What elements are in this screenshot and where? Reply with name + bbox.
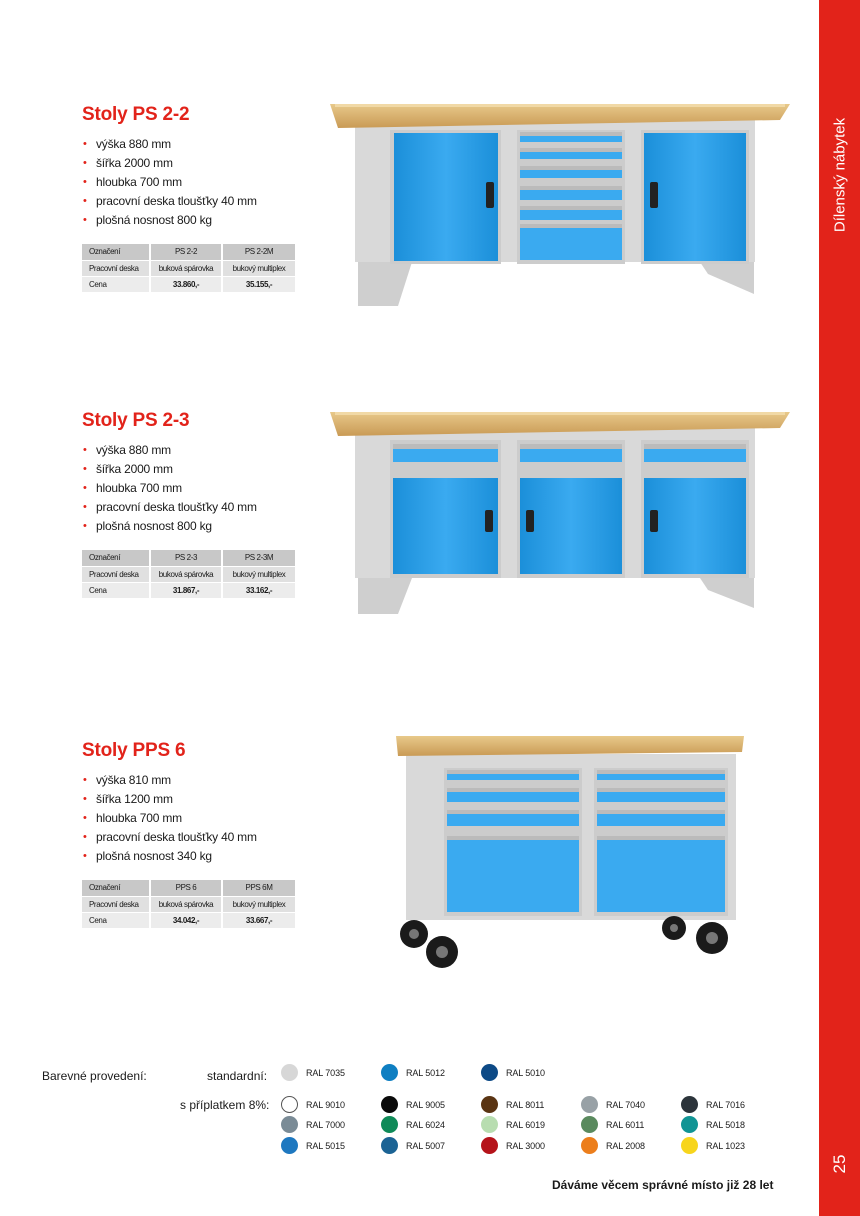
color-dot bbox=[381, 1116, 398, 1133]
price-table bbox=[82, 244, 295, 293]
color-dot bbox=[281, 1116, 298, 1133]
color-swatch bbox=[381, 1096, 445, 1113]
table-row bbox=[82, 260, 295, 276]
table-cell: 33.860,- bbox=[150, 276, 222, 292]
table-cell: bukový multiplex bbox=[222, 896, 295, 912]
table-cell: PPS 6M bbox=[222, 880, 295, 896]
workbench-pps-6-image bbox=[392, 730, 752, 975]
spec-item: • šířka 1200 mm bbox=[82, 790, 312, 809]
color-swatch bbox=[681, 1137, 745, 1154]
spec-item: • plošná nosnost 340 kg bbox=[82, 847, 312, 866]
section-title-text: Dílenský nábytek bbox=[831, 117, 848, 233]
product-title: Stoly PS 2-3 bbox=[82, 410, 190, 431]
color-dot bbox=[281, 1137, 298, 1154]
color-dot bbox=[281, 1064, 298, 1081]
price-table bbox=[82, 550, 295, 599]
table-cell: 31.867,- bbox=[150, 582, 222, 598]
table-cell: Označení bbox=[82, 550, 150, 566]
table-header-row bbox=[82, 550, 295, 566]
product-pps-6 bbox=[82, 740, 312, 866]
color-name: RAL 5012 bbox=[406, 1067, 445, 1078]
color-swatch bbox=[381, 1116, 445, 1133]
color-dot bbox=[381, 1096, 398, 1113]
product-ps-2-3 bbox=[82, 410, 312, 536]
color-dot bbox=[481, 1096, 498, 1113]
table-cell: buková spárovka bbox=[150, 566, 222, 582]
spec-item: • hloubka 700 mm bbox=[82, 809, 312, 828]
spec-item: • pracovní deska tloušťky 40 mm bbox=[82, 828, 312, 847]
color-swatch bbox=[681, 1096, 745, 1113]
color-name: RAL 7016 bbox=[706, 1099, 745, 1110]
color-dot bbox=[281, 1096, 298, 1113]
standard-colors-label: standardní: bbox=[207, 1069, 268, 1083]
color-swatch bbox=[481, 1137, 545, 1154]
color-swatch bbox=[581, 1096, 645, 1113]
table-cell: buková spárovka bbox=[150, 896, 222, 912]
color-swatch bbox=[481, 1096, 544, 1113]
color-dot bbox=[581, 1137, 598, 1154]
table-header-row bbox=[82, 244, 295, 260]
color-swatch bbox=[381, 1137, 445, 1154]
spec-item: • plošná nosnost 800 kg bbox=[82, 211, 312, 230]
table-cell: 34.042,- bbox=[150, 912, 222, 928]
table-cell: buková spárovka bbox=[150, 260, 222, 276]
spec-item: • šířka 2000 mm bbox=[82, 154, 312, 173]
page-number bbox=[819, 1150, 860, 1178]
table-cell: Cena bbox=[82, 582, 150, 598]
table-cell: PS 2-3 bbox=[150, 550, 222, 566]
color-name: RAL 5015 bbox=[306, 1140, 345, 1151]
table-cell: Označení bbox=[82, 880, 150, 896]
color-dot bbox=[681, 1096, 698, 1113]
table-cell: bukový multiplex bbox=[222, 260, 295, 276]
spec-list bbox=[82, 441, 312, 536]
spec-item: • výška 880 mm bbox=[82, 441, 312, 460]
workbench-ps-2-2-image bbox=[330, 92, 790, 314]
color-swatch bbox=[381, 1064, 445, 1081]
table-cell: Označení bbox=[82, 244, 150, 260]
color-options-label: Barevné provedení: bbox=[42, 1069, 147, 1083]
color-name: RAL 5007 bbox=[406, 1140, 445, 1151]
table-cell: 35.155,- bbox=[222, 276, 295, 292]
color-name: RAL 2008 bbox=[606, 1140, 645, 1151]
section-title bbox=[819, 0, 860, 290]
color-name: RAL 5010 bbox=[506, 1067, 545, 1078]
spec-item: • šířka 2000 mm bbox=[82, 460, 312, 479]
color-swatch bbox=[581, 1116, 644, 1133]
color-dot bbox=[581, 1116, 598, 1133]
color-swatch bbox=[581, 1137, 645, 1154]
color-name: RAL 7035 bbox=[306, 1067, 345, 1078]
color-name: RAL 7040 bbox=[606, 1099, 645, 1110]
product-title: Stoly PS 2-2 bbox=[82, 104, 190, 125]
color-name: RAL 8011 bbox=[506, 1099, 545, 1110]
color-name: RAL 1023 bbox=[706, 1140, 745, 1151]
table-cell: Pracovní deska bbox=[82, 260, 150, 276]
color-name: RAL 5018 bbox=[706, 1119, 745, 1130]
table-cell: 33.667,- bbox=[222, 912, 295, 928]
table-cell: PS 2-2M bbox=[222, 244, 295, 260]
price-table bbox=[82, 880, 295, 929]
table-row bbox=[82, 566, 295, 582]
table-cell: PS 2-3M bbox=[222, 550, 295, 566]
table-cell: bukový multiplex bbox=[222, 566, 295, 582]
table-row bbox=[82, 912, 295, 928]
spec-item: • plošná nosnost 800 kg bbox=[82, 517, 312, 536]
spec-item: • výška 810 mm bbox=[82, 771, 312, 790]
table-cell: 33.162,- bbox=[222, 582, 295, 598]
product-ps-2-2 bbox=[82, 104, 312, 230]
spec-item: • pracovní deska tloušťky 40 mm bbox=[82, 192, 312, 211]
slogan: Dáváme věcem správné místo již 28 let bbox=[552, 1178, 774, 1192]
table-cell: Pracovní deska bbox=[82, 896, 150, 912]
color-swatch bbox=[281, 1096, 345, 1113]
spec-item: • hloubka 700 mm bbox=[82, 173, 312, 192]
table-row bbox=[82, 276, 295, 292]
color-name: RAL 9010 bbox=[306, 1099, 345, 1110]
color-name: RAL 7000 bbox=[306, 1119, 345, 1130]
color-dot bbox=[681, 1116, 698, 1133]
spec-list bbox=[82, 135, 312, 230]
spec-item: • hloubka 700 mm bbox=[82, 479, 312, 498]
color-name: RAL 6024 bbox=[406, 1119, 445, 1130]
table-cell: Cena bbox=[82, 912, 150, 928]
color-name: RAL 9005 bbox=[406, 1099, 445, 1110]
color-name: RAL 3000 bbox=[506, 1140, 545, 1151]
page-number-text: 25 bbox=[829, 1154, 849, 1174]
spec-list bbox=[82, 771, 312, 866]
table-cell: PS 2-2 bbox=[150, 244, 222, 260]
product-title: Stoly PPS 6 bbox=[82, 740, 186, 761]
color-name: RAL 6019 bbox=[506, 1119, 545, 1130]
extra-colors-label: s příplatkem 8%: bbox=[180, 1098, 270, 1112]
table-header-row bbox=[82, 880, 295, 896]
spec-item: • výška 880 mm bbox=[82, 135, 312, 154]
color-dot bbox=[481, 1064, 498, 1081]
color-dot bbox=[481, 1116, 498, 1133]
color-name: RAL 6011 bbox=[606, 1119, 645, 1130]
table-cell: Cena bbox=[82, 276, 150, 292]
color-swatch bbox=[681, 1116, 745, 1133]
color-swatch bbox=[281, 1064, 345, 1081]
color-dot bbox=[481, 1137, 498, 1154]
table-row bbox=[82, 582, 295, 598]
table-row bbox=[82, 896, 295, 912]
color-swatch bbox=[481, 1116, 545, 1133]
table-cell: PPS 6 bbox=[150, 880, 222, 896]
spec-item: • pracovní deska tloušťky 40 mm bbox=[82, 498, 312, 517]
color-swatch bbox=[281, 1116, 345, 1133]
color-dot bbox=[381, 1064, 398, 1081]
table-cell: Pracovní deska bbox=[82, 566, 150, 582]
color-dot bbox=[381, 1137, 398, 1154]
color-dot bbox=[581, 1096, 598, 1113]
workbench-ps-2-3-image bbox=[330, 400, 790, 622]
color-swatch bbox=[481, 1064, 545, 1081]
color-swatch bbox=[281, 1137, 345, 1154]
color-dot bbox=[681, 1137, 698, 1154]
